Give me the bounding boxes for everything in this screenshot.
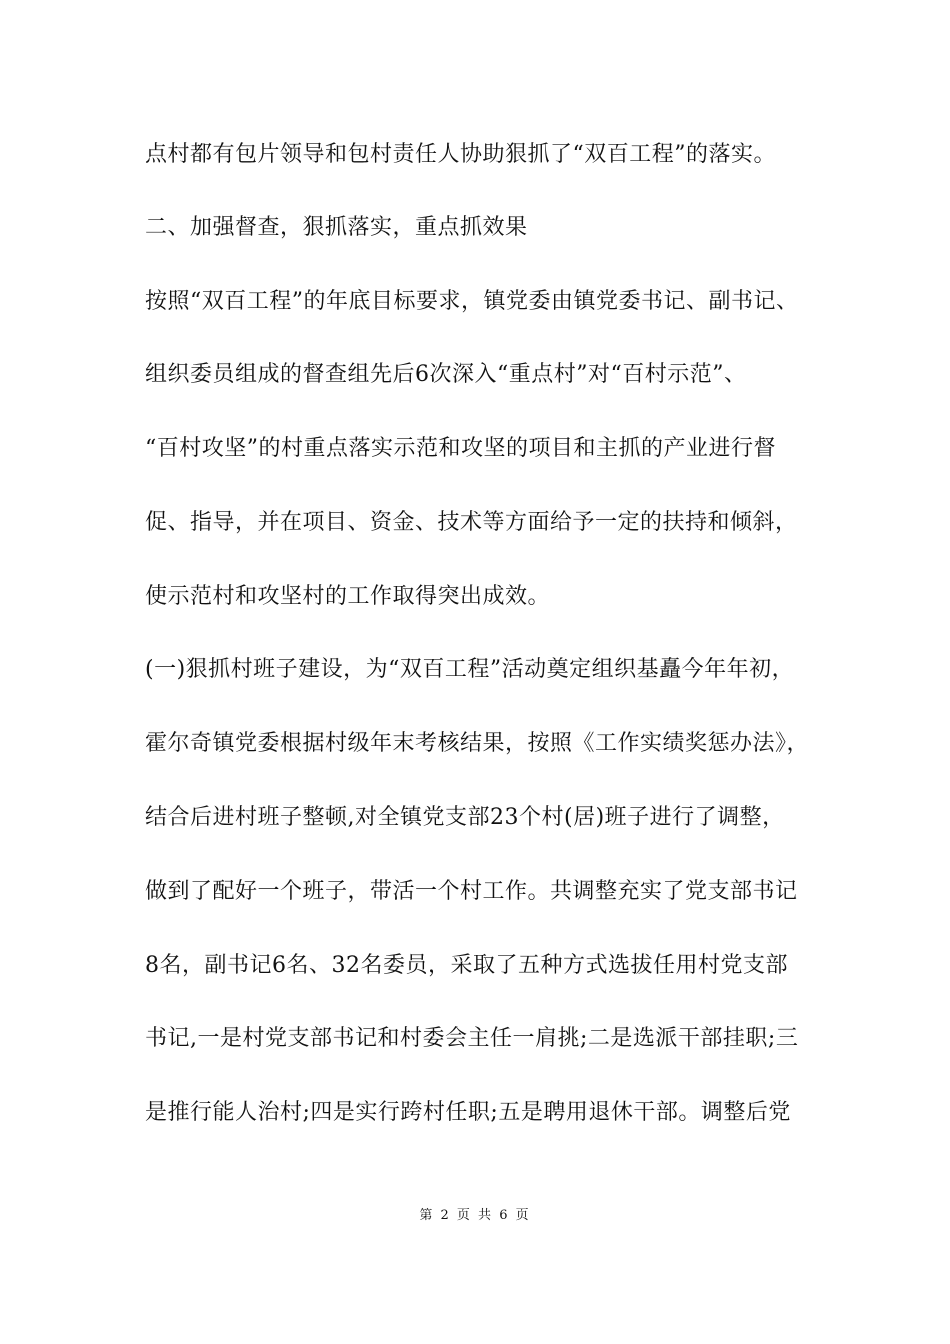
text-line: 使示范村和攻坚村的工作取得突出成效。	[145, 584, 551, 609]
text-line: 霍尔奇镇党委根据村级年末考核结果，按照《工作实绩奖惩办法》，	[145, 731, 810, 756]
section-heading: 二、加强督查，狠抓落实，重点抓效果	[145, 215, 528, 240]
text-line: 是推行能人治村;四是实行跨村任职;五是聘用退休干部。调整后党	[145, 1100, 791, 1125]
text-line: 点村都有包片领导和包村责任人协助狠抓了“双百工程”的落实。	[145, 142, 776, 167]
page-number-footer: 第 2 页 共 6 页	[419, 1208, 531, 1223]
text-line: 组织委员组成的督查组先后6次深入“重点村”对“百村示范”、	[145, 362, 747, 387]
text-line: 8名，副书记6名、32名委员，采取了五种方式选拔任用村党支部	[145, 953, 788, 978]
text-line: 做到了配好一个班子，带活一个村工作。共调整充实了党支部书记	[145, 879, 798, 904]
text-line: (一)狠抓村班子建设，为“双百工程”活动奠定组织基矗今年年初，	[145, 657, 795, 682]
text-line: “百村攻坚”的村重点落实示范和攻坚的项目和主抓的产业进行督	[145, 436, 776, 461]
text-line: 书记,一是村党支部书记和村委会主任一肩挑;二是选派干部挂职;三	[145, 1026, 799, 1051]
text-line: 促、指导，并在项目、资金、技术等方面给予一定的扶持和倾斜，	[145, 510, 798, 535]
text-line: 结合后进村班子整顿,对全镇党支部23个村(居)班子进行了调整，	[145, 805, 785, 830]
text-line: 按照“双百工程”的年底目标要求，镇党委由镇党委书记、副书记、	[145, 289, 799, 314]
